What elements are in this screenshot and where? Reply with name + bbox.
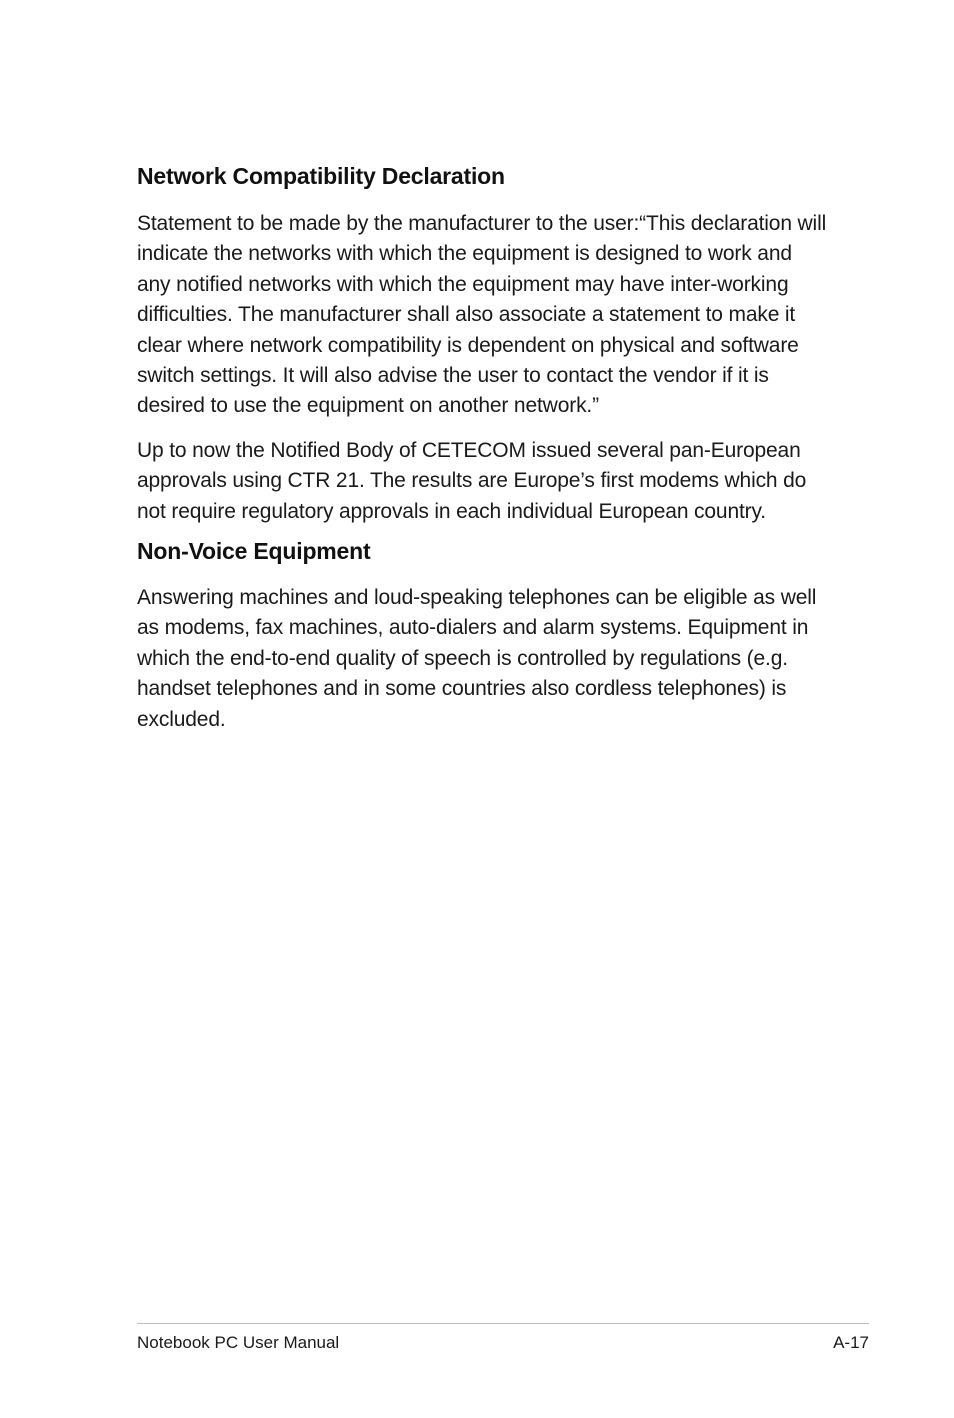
- footer-manual-title: Notebook PC User Manual: [137, 1333, 340, 1352]
- paragraph-cetecom-approvals: Up to now the Notified Body of CETECOM issued several pan-European approvals using CTR 21. The results are Europe’s first modems which do not require regulatory approvals in each individual European country.: [137, 438, 807, 523]
- section-heading-non-voice-equipment: Non-Voice Equipment: [137, 538, 371, 565]
- footer-divider: [137, 1323, 869, 1324]
- page-content: [137, 158, 827, 735]
- paragraph-network-statement: Statement to be made by the manufacturer to the user:“This declaration will indicate the networks with which the equipment is designed to work and any notified networks with which the equipment may have inter-working difficulties. The manufacturer shall also associate a statement to make it clear where network compatibility is dependent on physical and software switch settings. It will also advise the user to contact the vendor if it is desired to use the equipment on another network.”: [137, 212, 827, 418]
- footer-page-number: A-17: [833, 1333, 869, 1352]
- section-heading-network-compatibility: Network Compatibility Declaration: [137, 163, 505, 189]
- paragraph-non-voice-equipment: Answering machines and loud-speaking telephones can be eligible as well as modems, fax machines, auto-dialers and alarm systems. Equipment in which the end-to-end quality of speech is controlled by regulations (e.g. handset telephones and in some countries also cordless telephones) is excluded.: [137, 586, 817, 731]
